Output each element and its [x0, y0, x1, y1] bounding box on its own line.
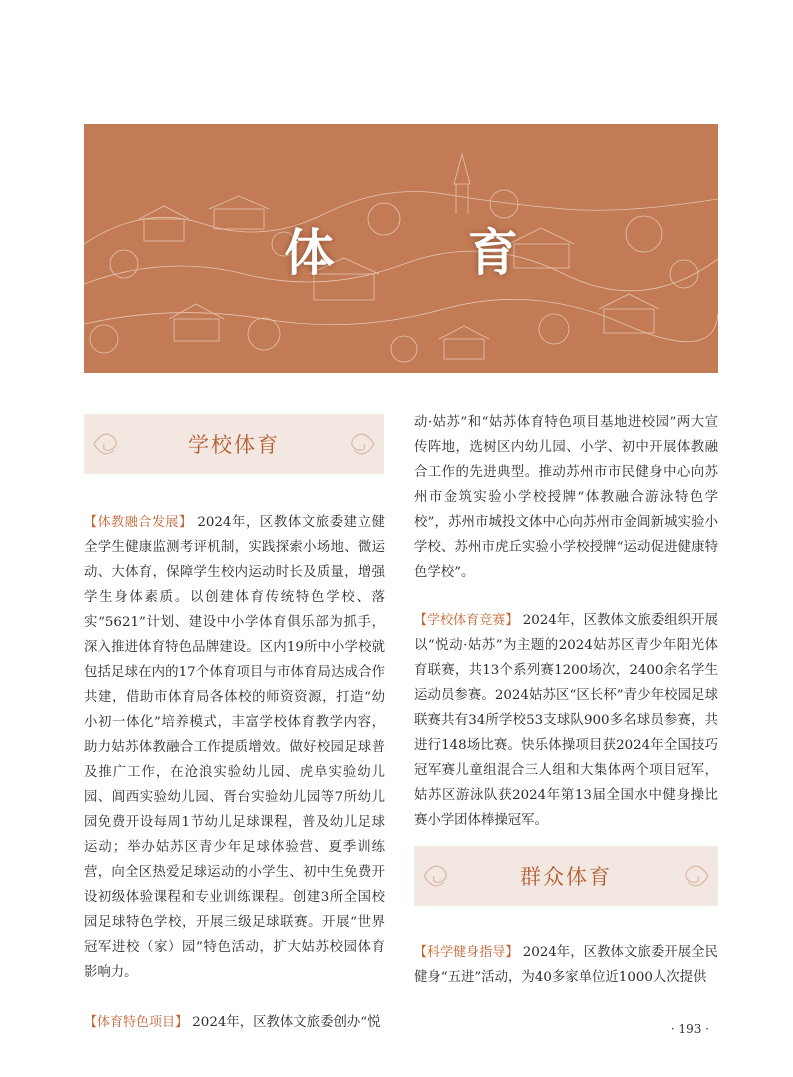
section-title: 学校体育 — [188, 433, 280, 457]
chapter-title: 体 育 — [284, 222, 576, 282]
right-column-bottom — [414, 940, 718, 990]
paragraph-text: 2024年，区教体文旅委组织开展以“悦动·姑苏”为主题的2024姑苏区青少年阳光体育联赛，共13个系列赛1200场次，2400余名学生运动员参赛。2024姑苏区“区长杯”青少年校园足球联赛共有34所学校53支球队900多名球员参赛，共进行148场比赛。快乐体操项目获2024年全国技巧冠军赛儿童组混合三人组和大集体两个项目冠军，姑苏区游泳队获2024年第13届全国水中健身操比赛小学团体棒操冠军。 — [414, 613, 718, 828]
paragraph-1 — [84, 510, 385, 985]
corner-ornament-icon — [668, 852, 712, 900]
paragraph-tag: 【体教融合发展】 — [84, 515, 193, 530]
paragraph-3 — [414, 608, 718, 833]
paragraph-2-start — [84, 1010, 385, 1035]
paragraph-tag: 【科学健身指导】 — [414, 945, 519, 960]
corner-ornament-icon — [90, 420, 134, 468]
paragraph-text: 动·姑苏”和“姑苏体育特色项目基地进校园”两大宣传阵地，选树区内幼儿园、小学、初中开展体教融合工作的先进典型。推动苏州市市民健身中心向苏州市金筑实验小学校授牌“体教融合游泳特色学校”，苏州市城投文体中心向苏州市金阊新城实验小学校、苏州市虎丘实验小学校授牌“运动促进健康特色学校”。 — [414, 415, 718, 580]
page-number: · 193 · — [670, 1022, 709, 1036]
section-title: 群众体育 — [520, 865, 612, 889]
section-header-school — [84, 414, 384, 474]
paragraph-2-continued — [414, 410, 718, 585]
right-column-top — [414, 410, 718, 833]
left-column — [84, 510, 385, 1035]
chapter-banner — [84, 124, 718, 373]
paragraph-text: 2024年，区教体文旅委开展全民健身“五进”活动，为40多家单位近1000人次提供 — [414, 945, 718, 985]
section-header-mass — [414, 846, 718, 906]
paragraph-text: 2024年，区教体文旅委建立健全学生健康监测考评机制，实践探索小场地、微运动、大体育，保障学生校内运动时长及质量，增强学生身体素质。以创建体育传统特色学校、落实“5621”计划、建设中小学体育俱乐部为抓手，深入推进体育特色品牌建设。区内19所中小学校就包括足球在内的17个体育项目与市体育局达成合作共建，借助市体育局各体校的师资资源，打造“幼小初一体化”培养模式，丰富学校体育教学内容，助力姑苏体教融合工作提质增效。做好校园足球普及推广工作，在沧浪实验幼儿园、虎阜实验幼儿园、阊西实验幼儿园、胥台实验幼儿园等7所幼儿园免费开设每周1节幼儿足球课程，普及幼儿足球运动；举办姑苏区青少年足球体验营、夏季训练营，向全区热爱足球运动的小学生、初中生免费开设初级体验课程和专业训练课程。创建3所全国校园足球特色学校，开展三级足球联赛。开展“世界冠军进校（家）园”特色活动，扩大姑苏校园体育影响力。 — [84, 515, 385, 980]
corner-ornament-icon — [420, 852, 464, 900]
corner-ornament-icon — [334, 420, 378, 468]
paragraph-tag: 【体育特色项目】 — [84, 1015, 189, 1030]
paragraph-tag: 【学校体育竞赛】 — [414, 613, 519, 628]
paragraph-text: 2024年，区教体文旅委创办“悦 — [192, 1015, 381, 1030]
paragraph-4 — [414, 940, 718, 990]
